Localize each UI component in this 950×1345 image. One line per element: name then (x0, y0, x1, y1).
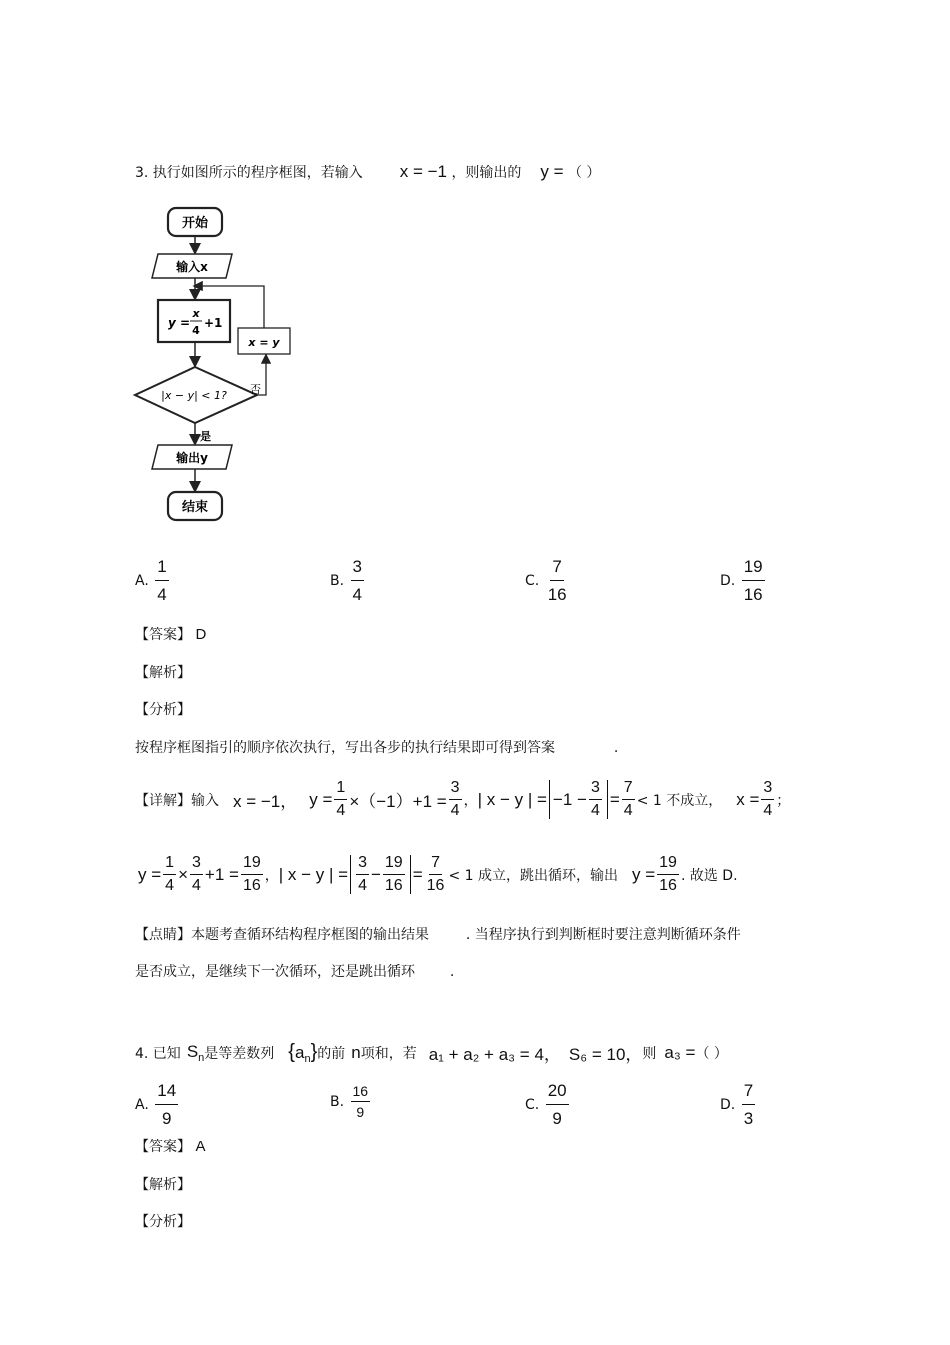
detail-abs1-inner: −1 − (552, 789, 587, 809)
comment-b: . 当程序执行到判断框时要注意判断循环条件 (465, 927, 741, 943)
q4-option-b (330, 1084, 372, 1119)
q4-stem-d: 项和，若 (360, 1045, 417, 1062)
flow-input-label: 输入x (176, 260, 208, 274)
q3-comment-line-1 (135, 924, 741, 944)
q4-option-c (525, 1082, 571, 1127)
detail-abs-bars (350, 855, 411, 894)
q3-stem-text-b: ，则输出的 (451, 165, 522, 181)
q4-ask-word: 则 (642, 1045, 657, 1062)
comment-tag: 【点睛】 (135, 927, 191, 943)
q3-output-expr: y = (540, 162, 564, 181)
detail-y2-plus: +1 = (204, 864, 239, 884)
flow-assign-label: x = y (248, 336, 280, 349)
q4-cond: a₁ + a₂ + a₃ = 4， (428, 1045, 561, 1064)
option-label: A. (135, 1096, 149, 1113)
q3-option-c (525, 558, 571, 603)
detail-conclusion: . 故选 D. (680, 867, 738, 884)
option-fraction: $\frac{7}{16}$ (547, 557, 567, 604)
detail-out-prefix: y = (631, 864, 656, 884)
q4-n: n (351, 1042, 361, 1062)
q4-seq: $\{a_n\}$ (288, 1040, 318, 1065)
q4-option-a (135, 1082, 180, 1127)
detail-frac: $\frac{3}{4}$ (358, 854, 367, 894)
detail-frac: $\frac{19}{16}$ (659, 854, 677, 894)
option-fraction: $\frac{3}{4}$ (352, 557, 362, 604)
detail-cond2: < 1 成立，跳出循环，输出 (448, 867, 618, 884)
flow-process-x: x (192, 307, 200, 320)
detail-eq: = (412, 864, 423, 884)
fenxi-text: 按程序框图指引的顺序依次执行，写出各步的执行结果即可得到答案 (135, 740, 555, 756)
detail-eq: = (609, 789, 620, 809)
detail-frac: $\frac{3}{4}$ (763, 779, 773, 819)
detail-frac: $\frac{7}{4}$ (623, 779, 633, 819)
detail-abs1: | x − y | = (477, 789, 547, 809)
detail-input-word: 输入 (191, 792, 219, 809)
q4-answer (135, 1136, 205, 1156)
detail-frac: $\frac{1}{4}$ (336, 779, 346, 819)
flow-no-label: 否 (250, 383, 261, 396)
answer-tag: 【答案】 (135, 627, 191, 643)
q4-ask: a₃ = (664, 1042, 696, 1062)
option-fraction: $\frac{1}{4}$ (157, 557, 167, 604)
q4-stem-c: 的前 (317, 1045, 346, 1062)
detail-x1-prefix: x = (736, 789, 760, 809)
q3-option-d (720, 558, 767, 603)
option-label: C. (525, 572, 540, 589)
flow-process-plus: +1 (204, 316, 223, 330)
q3-stem (135, 162, 600, 182)
comment-c: 是否成立，是继续下一次循环，还是跳出循环 (135, 964, 415, 980)
q3-paren: （ ） (567, 165, 601, 181)
q4-stem-b: 是等差数列 (204, 1045, 275, 1062)
q3-analysis-tag: 【解析】 (135, 665, 191, 681)
detail-frac: $\frac{3}{4}$ (192, 854, 201, 894)
detail-y2-prefix: y = (138, 864, 162, 884)
q3-input-expr: x = −1 (399, 162, 447, 181)
detail-frac: $\frac{1}{4}$ (165, 854, 175, 894)
option-label: B. (330, 1093, 345, 1110)
q3-stem-text: 3. 执行如图所示的程序框图，若输入 (135, 165, 363, 181)
option-fraction: $\frac{20}{9}$ (547, 1081, 567, 1128)
detail-abs-bars (549, 780, 608, 819)
flow-process-y: y = (168, 316, 191, 330)
q4-stem-a: 4. 已知 (135, 1045, 181, 1062)
flow-end-label: 结束 (181, 500, 209, 515)
q3-comment-line-2 (135, 961, 454, 981)
option-fraction: $\frac{16}{9}$ (352, 1083, 369, 1120)
detail-x0: x = −1， (233, 792, 298, 811)
q3-answer (135, 624, 206, 644)
comment-d: . (449, 964, 455, 980)
option-label: D. (720, 1096, 736, 1113)
q4-option-d (720, 1082, 757, 1127)
q3-option-b (330, 558, 366, 603)
q3-detail-line-2 (138, 855, 738, 894)
option-label: A. (135, 572, 149, 589)
flow-output-label: 输出y (176, 451, 208, 465)
answer-value: D (195, 626, 207, 643)
q3-detail-line-1 (135, 780, 790, 819)
option-fraction: $\frac{7}{3}$ (743, 1081, 754, 1128)
q3-flowchart (130, 200, 310, 535)
detail-abs2: | x − y | = (278, 864, 349, 884)
q3-fenxi-tag: 【分析】 (135, 702, 191, 718)
q4-paren: （ ） (695, 1045, 728, 1062)
comment-a: 本题考查循环结构程序框图的输出结果 (191, 927, 429, 943)
q4-stem (135, 1040, 728, 1065)
answer-tag: 【答案】 (135, 1139, 191, 1155)
answer-value: A (195, 1138, 206, 1155)
option-label: C. (525, 1096, 540, 1113)
flow-start-label: 开始 (181, 216, 209, 231)
detail-frac: $\frac{19}{16}$ (384, 854, 403, 894)
detail-frac: $\frac{3}{4}$ (450, 779, 460, 819)
q4-fenxi-tag: 【分析】 (135, 1214, 191, 1230)
detail-semi: ； (776, 792, 791, 809)
detail-cond1: < 1 不成立， (636, 792, 723, 809)
q4-S: $S_n$ (186, 1041, 205, 1064)
detail-frac: $\frac{7}{16}$ (426, 854, 445, 894)
option-fraction: $\frac{14}{9}$ (157, 1081, 177, 1128)
detail-times: × (178, 864, 188, 884)
detail-y1-mid: ×（−1）+1 = (349, 792, 447, 811)
detail-frac: $\frac{19}{16}$ (242, 854, 261, 894)
detail-comma: ， (264, 867, 279, 884)
option-label: D. (720, 572, 736, 589)
q3-option-a (135, 558, 171, 603)
q3-fenxi-text (135, 737, 618, 757)
flow-process-4: 4 (192, 324, 200, 337)
detail-y1-prefix: y = (309, 789, 333, 809)
option-label: B. (330, 572, 345, 589)
flow-decision-label: |x − y| < 1? (161, 389, 227, 402)
q4-s6: S₆ = 10， (568, 1045, 643, 1064)
q4-analysis-tag: 【解析】 (135, 1177, 191, 1193)
fenxi-end: . (613, 740, 619, 756)
flow-yes-label: 是 (200, 430, 211, 443)
detail-minus: − (370, 864, 381, 884)
detail-comma: ， (463, 792, 478, 809)
detail-frac: $\frac{3}{4}$ (590, 779, 600, 819)
detail-tag: 【详解】 (135, 792, 191, 809)
option-fraction: $\frac{19}{16}$ (743, 557, 763, 604)
